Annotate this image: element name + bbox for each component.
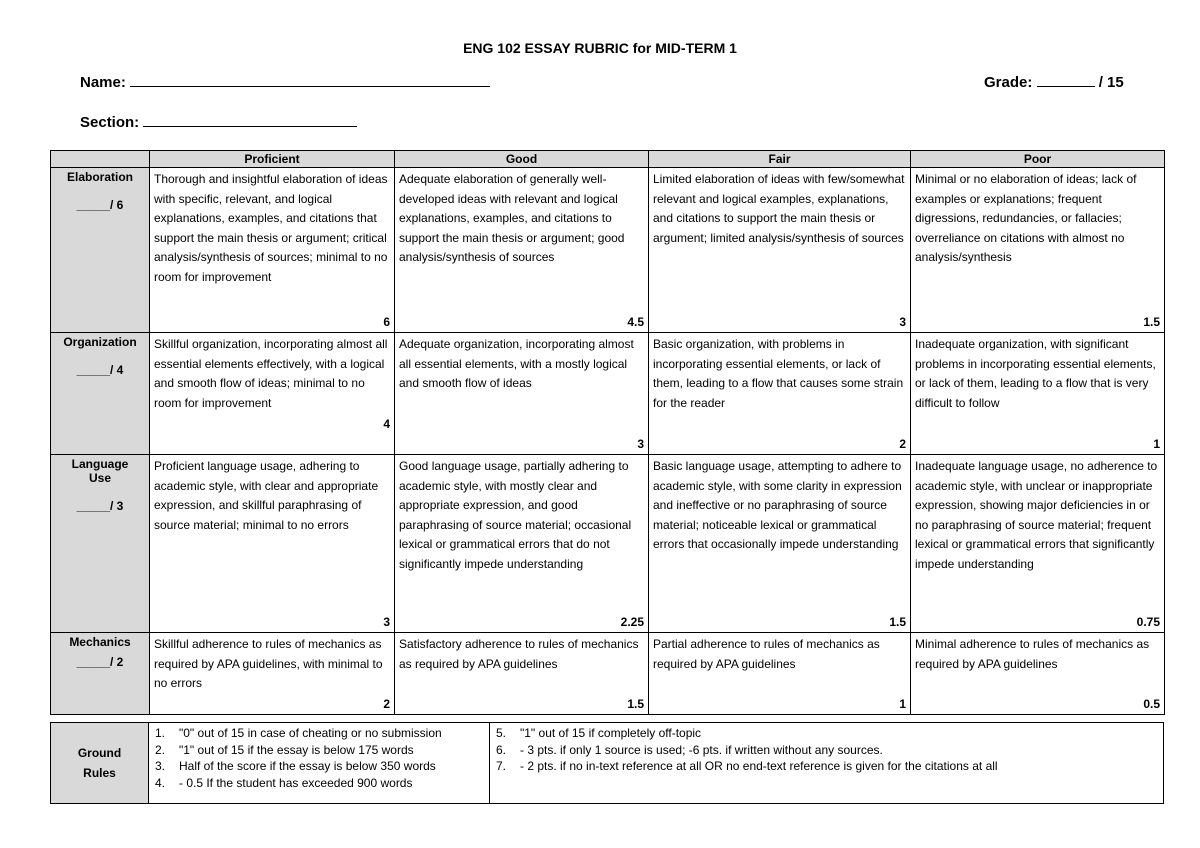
rule-number: 7. <box>496 759 507 773</box>
page-title: ENG 102 ESSAY RUBRIC for MID-TERM 1 <box>463 40 737 56</box>
cell-description: Limited elaboration of ideas with few/somewhat relevant and logical examples, explanations, and citations to support the main thesis or argument; limited analysis/synthesis of sources <box>653 172 905 245</box>
rule-text: - 3 pts. if only 1 source is used; -6 pts. if written without any sources. <box>520 742 883 757</box>
cell-points: 2 <box>383 697 390 711</box>
rubric-cell <box>911 455 1165 633</box>
rubric-cell <box>911 168 1165 333</box>
ground-rules-right <box>489 722 1164 804</box>
criterion-name: Organization <box>63 335 137 349</box>
section-field[interactable] <box>143 112 357 127</box>
rule-number: 3. <box>155 759 166 773</box>
rule-text: Half of the score if the essay is below 350 words <box>179 759 436 773</box>
rule-text: "0" out of 15 in case of cheating or no submission <box>179 726 442 740</box>
rubric-cell <box>150 333 395 455</box>
rubric-cell <box>649 168 911 333</box>
rule-number: 5. <box>496 726 507 740</box>
column-header-proficient: Proficient <box>150 151 395 168</box>
criterion-row-language-use <box>51 455 1165 633</box>
rubric-cell <box>649 333 911 455</box>
criterion-row-mechanics <box>51 633 1165 715</box>
name-label: Name: <box>80 74 126 91</box>
corner-cell <box>51 151 150 168</box>
rubric-cell <box>150 455 395 633</box>
ground-rule-item <box>155 758 483 775</box>
cell-description: Adequate elaboration of generally well-developed ideas with relevant and logical explanations, examples, and citations to support the main thesis or argument; good analysis/synthesis of sources <box>399 172 625 264</box>
criterion-name: Language Use <box>71 457 129 485</box>
cell-description: Basic organization, with problems in incorporating essential elements, or lack of them, leading to a flow that causes some strain for the reader <box>653 337 904 410</box>
ground-rules-left <box>148 722 490 804</box>
cell-description: Partial adherence to rules of mechanics as required by APA guidelines <box>653 637 880 671</box>
criterion-label-cell <box>51 455 150 633</box>
grade-field[interactable] <box>1037 72 1095 87</box>
ground-rules-label <box>50 722 149 804</box>
name-row <box>80 72 490 91</box>
cell-description: Skillful adherence to rules of mechanics as required by APA guidelines, with minimal to no errors <box>154 637 383 690</box>
cell-description: Basic language usage, attempting to adhere to academic style, with some clarity in expression and ineffective or no paraphrasing of source material; noticeable lexical or grammatical errors that occasionally impede understanding <box>653 459 902 551</box>
rubric-cell <box>395 333 649 455</box>
criterion-score-field: _____/ 3 <box>76 499 124 513</box>
cell-description: Minimal adherence to rules of mechanics as required by APA guidelines <box>915 637 1150 671</box>
rule-text: - 2 pts. if no in-text reference at all OR no end-text reference is given for the citations at all <box>520 759 998 773</box>
cell-points: 1.5 <box>889 615 906 629</box>
rule-text: "1" out of 15 if completely off-topic <box>520 726 702 740</box>
rubric-cell <box>150 633 395 715</box>
cell-points: 3 <box>383 615 390 629</box>
cell-points: 0.75 <box>1136 615 1160 629</box>
ground-rules-label-line2: Rules <box>83 766 116 780</box>
criterion-row-elaboration <box>51 168 1165 333</box>
criterion-row-organization <box>51 333 1165 455</box>
cell-points: 6 <box>383 315 390 329</box>
criterion-label-cell <box>51 333 150 455</box>
rubric-cell <box>150 168 395 333</box>
cell-points: 1 <box>1153 437 1160 451</box>
ground-rules-label-line1: Ground <box>77 746 122 760</box>
cell-points: 3 <box>899 315 906 329</box>
ground-rule-item <box>496 742 1157 759</box>
name-field[interactable] <box>130 72 490 87</box>
criterion-score-field: _____/ 6 <box>76 198 124 212</box>
rubric-cell <box>395 455 649 633</box>
ground-rule-item <box>496 758 1157 775</box>
cell-description: Thorough and insightful elaboration of ideas with specific, relevant, and logical explanations, examples, and citations that support the main thesis or argument; critical analysis/synthesis of sources; minimal to no room for improvement <box>154 172 388 284</box>
rule-number: 1. <box>155 726 166 740</box>
cell-description: Adequate organization, incorporating almost all essential elements, with a mostly logical and smooth flow of ideas <box>399 337 634 390</box>
grade-row <box>984 72 1124 91</box>
criterion-label-cell <box>51 168 150 333</box>
grade-label: Grade: <box>984 74 1033 91</box>
cell-points: 3 <box>637 437 644 451</box>
cell-points: 1.5 <box>627 697 644 711</box>
criterion-score-field: _____/ 4 <box>76 363 124 377</box>
ground-rule-item <box>155 742 483 759</box>
column-header-fair: Fair <box>649 151 911 168</box>
section-label: Section: <box>80 114 140 131</box>
cell-points: 2 <box>899 437 906 451</box>
section-row <box>80 112 357 131</box>
cell-points: 0.5 <box>1143 697 1160 711</box>
rule-text: - 0.5 If the student has exceeded 900 words <box>179 775 413 790</box>
cell-description: Minimal or no elaboration of ideas; lack of examples or explanations; frequent digressions, redundancies, or fallacies; overreliance on citations with almost no analysis/synthesis <box>915 172 1137 264</box>
criterion-name: Mechanics <box>69 635 131 649</box>
column-header-good: Good <box>395 151 649 168</box>
cell-description: Inadequate language usage, no adherence to academic style, with unclear or inappropriate expression, showing major deficiencies in or no paraphrasing of source material; frequent lexical or grammatical errors that significantly impede understanding <box>915 459 1158 571</box>
column-header-poor: Poor <box>911 151 1165 168</box>
cell-points: 4.5 <box>627 315 644 329</box>
rubric-table <box>50 150 1165 715</box>
cell-description: Proficient language usage, adhering to academic style, with clear and appropriate expression, and skillful paraphrasing of source material; minimal to no errors <box>154 459 379 532</box>
cell-description: Good language usage, partially adhering to academic style, with mostly clear and appropriate expression, and good paraphrasing of source material; occasional lexical or grammatical errors that do not significantly impede understanding <box>399 459 632 571</box>
cell-points: 1 <box>899 697 906 711</box>
ground-rule-item <box>155 725 483 742</box>
cell-description: Skillful organization, incorporating almost all essential elements effectively, with a logical and smooth flow of ideas; minimal to no room for improvement <box>154 337 388 410</box>
cell-points: 1.5 <box>1143 315 1160 329</box>
rubric-header-row <box>51 151 1165 168</box>
rubric-cell <box>395 168 649 333</box>
rubric-cell <box>911 633 1165 715</box>
cell-description: Satisfactory adherence to rules of mechanics as required by APA guidelines <box>399 637 639 671</box>
ground-rule-item <box>155 775 483 792</box>
grade-total: / 15 <box>1098 74 1124 91</box>
criterion-label-cell <box>51 633 150 715</box>
criterion-score-field: _____/ 2 <box>76 655 124 669</box>
cell-points: 4 <box>383 417 390 431</box>
rule-text: "1" out of 15 if the essay is below 175 words <box>179 742 414 757</box>
ground-rule-item <box>496 725 1157 742</box>
rule-number: 4. <box>155 775 166 790</box>
rubric-cell <box>649 455 911 633</box>
rubric-cell <box>649 633 911 715</box>
criterion-name: Elaboration <box>66 170 133 184</box>
rule-number: 2. <box>155 742 166 757</box>
rubric-cell <box>395 633 649 715</box>
cell-points: 2.25 <box>620 615 644 629</box>
cell-description: Inadequate organization, with significant problems in incorporating essential elements, or lack of them, leading to a flow that is very difficult to follow <box>915 337 1156 410</box>
rubric-cell <box>911 333 1165 455</box>
rule-number: 6. <box>496 742 507 757</box>
